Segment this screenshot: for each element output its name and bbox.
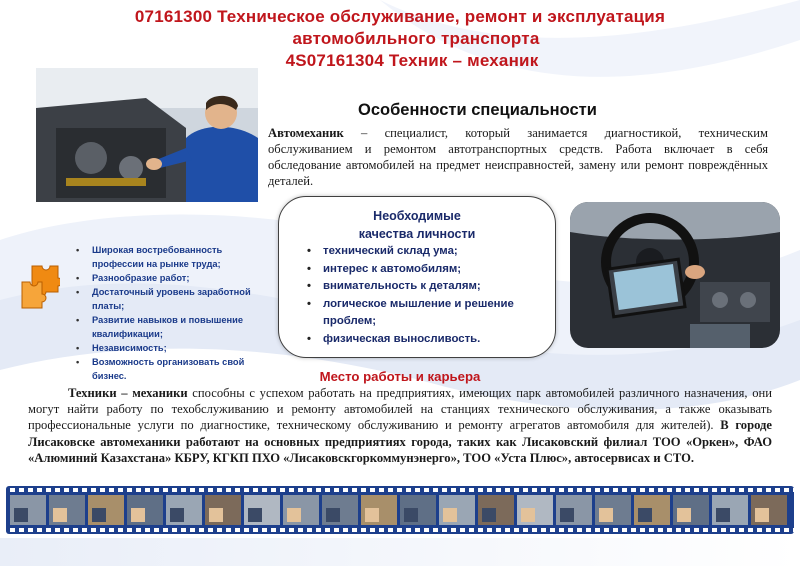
film-perforation [163,528,168,532]
film-perforation [487,528,492,532]
puzzle-pieces-icon [20,264,60,310]
film-perforation [415,488,420,492]
qualities-title-line-2: качества личности [358,227,476,241]
film-perforation [325,488,330,492]
film-perforation [46,528,51,532]
film-perforation [397,488,402,492]
film-perforation [226,528,231,532]
film-perforation [748,528,753,532]
film-perforation [712,528,717,532]
film-perforation [748,488,753,492]
film-perforation [469,488,474,492]
film-perforation [262,528,267,532]
film-perforation [145,488,150,492]
film-perforation [793,528,794,532]
film-perforation [73,528,78,532]
film-frame-detail [482,508,496,522]
film-frame-detail [716,508,730,522]
film-perforation [505,528,510,532]
film-perforation [523,528,528,532]
film-perforation [433,528,438,532]
film-perforation [406,488,411,492]
intro-text: – специалист, который занимается диагностикой, техническим обслуживанием и ремонтом автотранспортных средств. Работа включает в себя обследование автомобилей на предмет неисправностей, замену или ремонт повреждённых деталей. [268,126,768,188]
film-perforation [550,488,555,492]
film-perforation [298,528,303,532]
film-perforation [244,488,249,492]
film-perforation [694,528,699,532]
film-perforation [505,488,510,492]
film-perforation [91,528,96,532]
film-perforation [685,528,690,532]
film-perforation [406,528,411,532]
film-perforation [55,488,60,492]
film-perforation [613,488,618,492]
film-perforation [172,528,177,532]
film-perforation [685,488,690,492]
workplace-bold-text: В городе Лисаковске автомеханики работают на основных предприятиях города, таких как Лисаковский филиал ТОО «Оркен», ФАО «Алюминий Казахстана» КБРУ, КГКП ПХО «Лисаковскгоркоммунэнерго», ТОО «Уста Плюс», автосервисах и СТО. [28,418,772,465]
features-intro [268,125,768,189]
film-perforation [118,528,123,532]
film-frame-detail [443,508,457,522]
film-perforation [631,528,636,532]
film-frame-detail [209,508,223,522]
film-perforation [73,488,78,492]
list-item: • Возможность организовать свой бизнес. [70,355,260,383]
film-perforation [28,488,33,492]
film-perforation [478,528,483,532]
film-perforation [604,528,609,532]
film-perforation [217,488,222,492]
film-perforation [568,488,573,492]
workplace-text [28,385,772,466]
film-perforation [514,488,519,492]
film-perforation [208,488,213,492]
diagnostic-laptop-photo [570,202,780,348]
film-perforation [793,488,794,492]
film-perforation [757,488,762,492]
film-perforation [460,488,465,492]
film-perforation [28,528,33,532]
film-perforation [163,488,168,492]
film-frame-detail [131,508,145,522]
advantages-list [70,243,260,383]
film-perforation [469,528,474,532]
film-perforation [325,528,330,532]
film-perforation [253,488,258,492]
film-perforation [658,488,663,492]
film-perforation [379,528,384,532]
film-frame-detail [326,508,340,522]
film-perforation [640,488,645,492]
film-perforation [721,528,726,532]
film-perforation [712,488,717,492]
film-perforation [154,488,159,492]
film-perforation [640,528,645,532]
film-perforation [19,488,24,492]
film-perforation [91,488,96,492]
film-perforation [379,488,384,492]
film-perforation [595,528,600,532]
film-perforation [658,528,663,532]
film-perforation [100,488,105,492]
film-perforation [343,488,348,492]
film-perforation [757,528,762,532]
film-perforation [388,528,393,532]
film-perforation [730,488,735,492]
list-item: • Развитие навыков и повышение квалификации; [70,313,260,341]
film-frame-detail [638,508,652,522]
film-perforation [397,528,402,532]
list-item: • Достаточный уровень заработной платы; [70,285,260,313]
film-perforation [559,528,564,532]
film-perforation [208,528,213,532]
film-perforation [244,528,249,532]
film-perforation [235,528,240,532]
film-perforation [55,528,60,532]
film-perforation [154,528,159,532]
film-perforation [64,488,69,492]
film-perforation [568,528,573,532]
film-perforation [613,528,618,532]
qualities-title [279,207,555,243]
film-perforation [433,488,438,492]
film-perforation [307,488,312,492]
film-perforation [334,528,339,532]
film-perforation [388,488,393,492]
intro-bold-term: Автомеханик [268,126,344,140]
film-perforation [775,488,780,492]
film-perforation [514,528,519,532]
film-perforation [784,528,789,532]
film-perforation [10,528,15,532]
film-perforation [37,528,42,532]
film-perforation [370,488,375,492]
film-perforation [271,488,276,492]
film-perforation [109,528,114,532]
film-perforation [622,528,627,532]
film-perforation [766,488,771,492]
film-perforation [280,488,285,492]
film-perforation [451,488,456,492]
workshop-filmstrip [6,486,794,534]
film-frame-detail [365,508,379,522]
film-frame-detail [53,508,67,522]
film-perforation [586,528,591,532]
film-perforation [460,528,465,532]
film-perforation [37,488,42,492]
film-perforation [415,528,420,532]
film-perforation [217,528,222,532]
qualities-title-line-1: Необходимые [373,209,461,223]
film-frame-detail [287,508,301,522]
film-perforation [10,488,15,492]
film-frame-detail [14,508,28,522]
film-perforation [730,528,735,532]
film-perforation [667,488,672,492]
film-perforation [100,528,105,532]
film-perforation [577,488,582,492]
features-heading: Особенности специальности [358,101,597,119]
film-perforation [541,488,546,492]
film-perforation [451,528,456,532]
film-frame-detail [599,508,613,522]
film-perforation [766,528,771,532]
list-item: • технический склад ума; [307,243,547,261]
film-perforation [289,528,294,532]
film-perforation [739,488,744,492]
workplace-text-1: способны с успехом работать на предприятиях, имеющих парк автомобилей различного назначения, они могут найти работу по техобслуживанию и ремонту автомобилей на станциях технического обслуживания, а также оказывать профессиональные услуги по диагностике, техническому обслуживанию и ремонту агрегатов автомобиля для жителей). [28,386,772,433]
film-perforation [604,488,609,492]
film-frame-detail [404,508,418,522]
film-perforation [82,528,87,532]
film-perforation [694,488,699,492]
film-perforation [370,528,375,532]
title-line-1: 07161300 Техническое обслуживание, ремонт и эксплуатация [134,7,666,26]
film-perforation [532,528,537,532]
film-perforation [496,488,501,492]
film-perforation [442,488,447,492]
qualities-list [307,243,547,348]
film-frame-detail [755,508,769,522]
film-perforation [199,488,204,492]
film-perforation [190,488,195,492]
film-perforation [280,528,285,532]
film-perforation [721,488,726,492]
film-perforation [145,528,150,532]
workplace-bold-term: Техники – механики [68,386,188,400]
film-perforation [676,528,681,532]
film-perforation [82,488,87,492]
film-perforation [136,488,141,492]
film-perforation [586,488,591,492]
bottom-band [0,538,800,566]
film-perforation [190,528,195,532]
film-perforation [703,488,708,492]
film-perforation [235,488,240,492]
list-item: • физическая выносливость. [307,331,547,349]
filmstrip-frames [6,486,794,534]
film-perforation [550,528,555,532]
film-perforation [703,528,708,532]
title-line-3: 4S07161304 Техник – механик [285,51,539,70]
film-perforation [649,488,654,492]
film-perforation [424,488,429,492]
film-perforation [532,488,537,492]
film-perforation [64,528,69,532]
film-frame-detail [92,508,106,522]
film-perforation [739,528,744,532]
qualities-box [278,196,556,358]
film-perforation [127,528,132,532]
list-item: • внимательность к деталям; [307,278,547,296]
film-perforation [181,488,186,492]
film-frame-detail [560,508,574,522]
film-perforation [262,488,267,492]
film-perforation [676,488,681,492]
film-perforation [784,488,789,492]
workplace-heading: Место работы и карьера [319,369,481,384]
film-perforation [199,528,204,532]
film-perforation [442,528,447,532]
film-perforation [172,488,177,492]
list-item: • интерес к автомобилям; [307,261,547,279]
film-perforation [253,528,258,532]
film-perforation [298,488,303,492]
film-perforation [334,488,339,492]
film-perforation [649,528,654,532]
film-perforation [496,528,501,532]
film-perforation [352,488,357,492]
film-perforation [226,488,231,492]
film-perforation [46,488,51,492]
film-perforation [595,488,600,492]
film-perforation [424,528,429,532]
list-item: • Широкая востребованность профессии на рынке труда; [70,243,260,271]
film-perforation [487,488,492,492]
list-item: • логическое мышление и решение проблем; [307,296,547,331]
film-perforation [343,528,348,532]
film-frame-detail [248,508,262,522]
film-frame-detail [170,508,184,522]
film-perforation [559,488,564,492]
film-perforation [127,488,132,492]
film-perforation [667,528,672,532]
list-item: • Независимость; [70,341,260,355]
title-line-2: автомобильного транспорта [292,29,540,48]
film-perforation [478,488,483,492]
film-perforation [541,528,546,532]
film-perforation [109,488,114,492]
film-perforation [181,528,186,532]
film-perforation [775,528,780,532]
film-perforation [631,488,636,492]
film-perforation [523,488,528,492]
film-perforation [352,528,357,532]
film-perforation [622,488,627,492]
film-perforation [316,488,321,492]
film-perforation [361,528,366,532]
film-perforation [307,528,312,532]
mechanic-engine-photo [36,68,258,202]
film-perforation [118,488,123,492]
film-frame-detail [521,508,535,522]
film-perforation [361,488,366,492]
film-perforation [19,528,24,532]
film-perforation [289,488,294,492]
film-perforation [316,528,321,532]
list-item: • Разнообразие работ; [70,271,260,285]
film-perforation [136,528,141,532]
film-frame-detail [677,508,691,522]
film-perforation [577,528,582,532]
film-perforation [271,528,276,532]
